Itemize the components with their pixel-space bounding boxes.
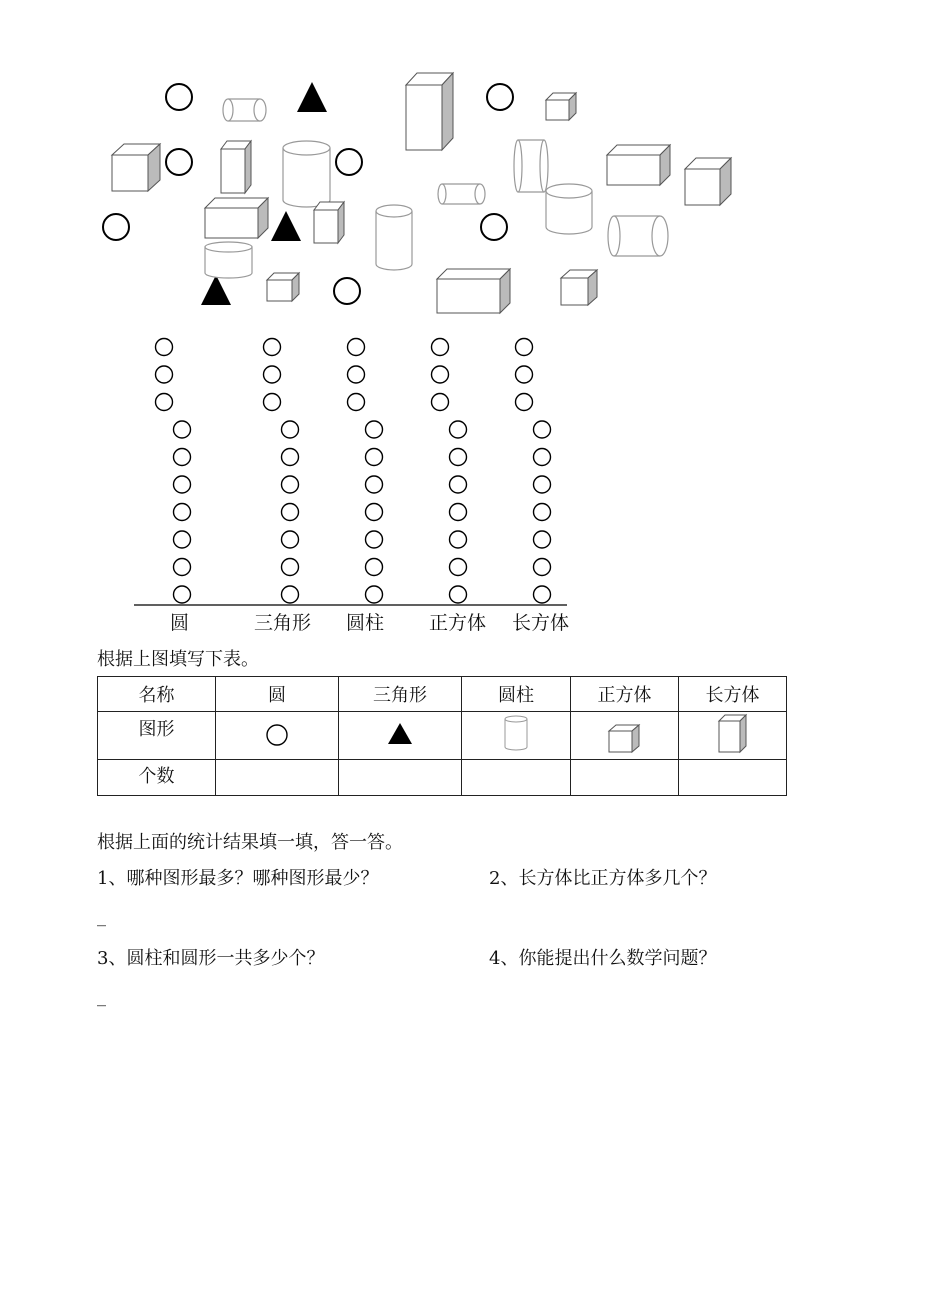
tally-circle-triangle[interactable] [282, 531, 299, 548]
tally-circle-cuboid[interactable] [516, 394, 533, 411]
tally-circle-cuboid[interactable] [534, 586, 551, 603]
tally-circle-triangle[interactable] [282, 586, 299, 603]
tally-circle-circle[interactable] [174, 531, 191, 548]
shape-cell-cuboid [679, 712, 787, 760]
cylinder-shape [608, 216, 668, 256]
cube-shape [561, 270, 597, 305]
column-header: 圆柱 [462, 677, 571, 712]
circle-shape [334, 278, 360, 304]
cube-shape [267, 273, 299, 301]
tally-circle-triangle[interactable] [264, 366, 281, 383]
tally-circle-circle[interactable] [174, 476, 191, 493]
tally-circle-circle[interactable] [156, 366, 173, 383]
column-header: 三角形 [339, 677, 462, 712]
tally-circle-cylinder[interactable] [366, 586, 383, 603]
tally-circle-cuboid[interactable] [534, 504, 551, 521]
tally-circle-cuboid[interactable] [534, 421, 551, 438]
triangle-shape [297, 82, 327, 112]
cube-shape [685, 158, 731, 205]
question-4: 4、你能提出什么数学问题？ [489, 948, 717, 969]
tally-circle-cylinder[interactable] [348, 394, 365, 411]
cube-shape [112, 144, 160, 191]
column-header: 正方体 [571, 677, 679, 712]
questions-intro: 根据上面的统计结果填一填，答一答。 [97, 832, 403, 853]
cuboid-shape [406, 73, 453, 150]
tally-circle-cube[interactable] [432, 394, 449, 411]
triangle-icon [385, 718, 415, 748]
tally-circle-cylinder[interactable] [366, 421, 383, 438]
count-cell-cuboid[interactable] [679, 760, 787, 796]
cylinder-shape [223, 99, 266, 121]
circle-shape [487, 84, 513, 110]
tally-circle-circle[interactable] [156, 394, 173, 411]
tally-circle-triangle[interactable] [282, 559, 299, 576]
column-header: 长方体 [679, 677, 787, 712]
count-cell-cylinder[interactable] [462, 760, 571, 796]
circle-shape [166, 84, 192, 110]
answer-blank-1[interactable]: _ [97, 906, 106, 927]
question-1: 1、哪种图形最多？哪种图形最少？ [97, 868, 379, 889]
row-header-shape: 图形 [98, 712, 216, 760]
tally-circle-cube[interactable] [450, 531, 467, 548]
tally-circle-cube[interactable] [450, 559, 467, 576]
table-intro: 根据上图填写下表。 [97, 649, 259, 670]
scattered-blocks [112, 73, 731, 313]
question-2: 2、长方体比正方体多几个？ [489, 868, 717, 889]
cylinder-shape [205, 242, 252, 278]
triangle-shape [201, 275, 231, 305]
tally-circle-cuboid[interactable] [534, 531, 551, 548]
cuboid-shape [205, 198, 268, 238]
shape-cell-cylinder [462, 712, 571, 760]
tally-circle-circle[interactable] [156, 339, 173, 356]
tally-circle-cuboid[interactable] [516, 339, 533, 356]
cuboid-shape [437, 269, 510, 313]
count-cell-cube[interactable] [571, 760, 679, 796]
tally-circle-triangle[interactable] [264, 339, 281, 356]
row-header-count: 个数 [98, 760, 216, 796]
triangle-shape [271, 211, 301, 241]
cylinder-shape [283, 141, 330, 207]
tally-chart [156, 339, 551, 604]
row-header-name: 名称 [98, 677, 216, 712]
tally-circle-cuboid[interactable] [516, 366, 533, 383]
tally-label-cube: 正方体 [429, 612, 487, 634]
cuboid-icon [715, 712, 751, 754]
tally-circle-triangle[interactable] [282, 504, 299, 521]
tally-circle-circle[interactable] [174, 421, 191, 438]
cube-shape [546, 93, 576, 120]
tally-circle-cuboid[interactable] [534, 559, 551, 576]
cuboid-shape [607, 145, 670, 185]
tally-circle-circle[interactable] [174, 586, 191, 603]
tally-circle-circle[interactable] [174, 559, 191, 576]
question-3: 3、圆柱和圆形一共多少个？ [97, 948, 325, 969]
tally-circle-cuboid[interactable] [534, 476, 551, 493]
tally-circle-cylinder[interactable] [366, 449, 383, 466]
circle-shape [336, 149, 362, 175]
tally-circle-cylinder[interactable] [366, 531, 383, 548]
tally-circle-circle[interactable] [174, 504, 191, 521]
cylinder-shape [376, 205, 412, 270]
answer-blank-2[interactable]: _ [97, 986, 106, 1007]
tally-circle-cuboid[interactable] [534, 449, 551, 466]
count-cell-circle[interactable] [216, 760, 339, 796]
cylinder-icon [501, 713, 531, 753]
circle-shape [481, 214, 507, 240]
circle-shape [103, 214, 129, 240]
shape-cell-circle [216, 712, 339, 760]
tally-circle-cube[interactable] [450, 586, 467, 603]
tally-circle-triangle[interactable] [264, 394, 281, 411]
tally-circle-cube[interactable] [432, 366, 449, 383]
cube-shape [314, 202, 344, 243]
cylinder-shape [546, 184, 592, 234]
circle-icon [262, 718, 292, 748]
tally-label-circle: 圆 [170, 612, 190, 634]
tally-label-cuboid: 长方体 [512, 612, 570, 634]
cuboid-shape [221, 141, 251, 193]
column-header: 圆 [216, 677, 339, 712]
tally-circle-cube[interactable] [450, 476, 467, 493]
tally-circle-cube[interactable] [432, 339, 449, 356]
tally-label-cylinder: 圆柱 [346, 612, 385, 634]
tally-circle-cylinder[interactable] [366, 504, 383, 521]
tally-circle-cube[interactable] [450, 421, 467, 438]
count-cell-triangle[interactable] [339, 760, 462, 796]
shape-cell-triangle [339, 712, 462, 760]
tally-circle-cylinder[interactable] [348, 339, 365, 356]
cylinder-shape [514, 140, 548, 192]
statistics-table [97, 676, 787, 796]
cube-icon [607, 722, 643, 754]
tally-circle-triangle[interactable] [282, 449, 299, 466]
tally-circle-circle[interactable] [174, 449, 191, 466]
tally-circle-triangle[interactable] [282, 476, 299, 493]
tally-label-triangle: 三角形 [254, 612, 312, 634]
circle-shape [166, 149, 192, 175]
cylinder-shape [438, 184, 485, 204]
shapes-illustration [0, 0, 950, 640]
tally-circle-triangle[interactable] [282, 421, 299, 438]
shape-cell-cube [571, 712, 679, 760]
tally-circle-cube[interactable] [450, 449, 467, 466]
tally-circle-cylinder[interactable] [366, 476, 383, 493]
tally-circle-cube[interactable] [450, 504, 467, 521]
tally-circle-cylinder[interactable] [366, 559, 383, 576]
tally-circle-cylinder[interactable] [348, 366, 365, 383]
